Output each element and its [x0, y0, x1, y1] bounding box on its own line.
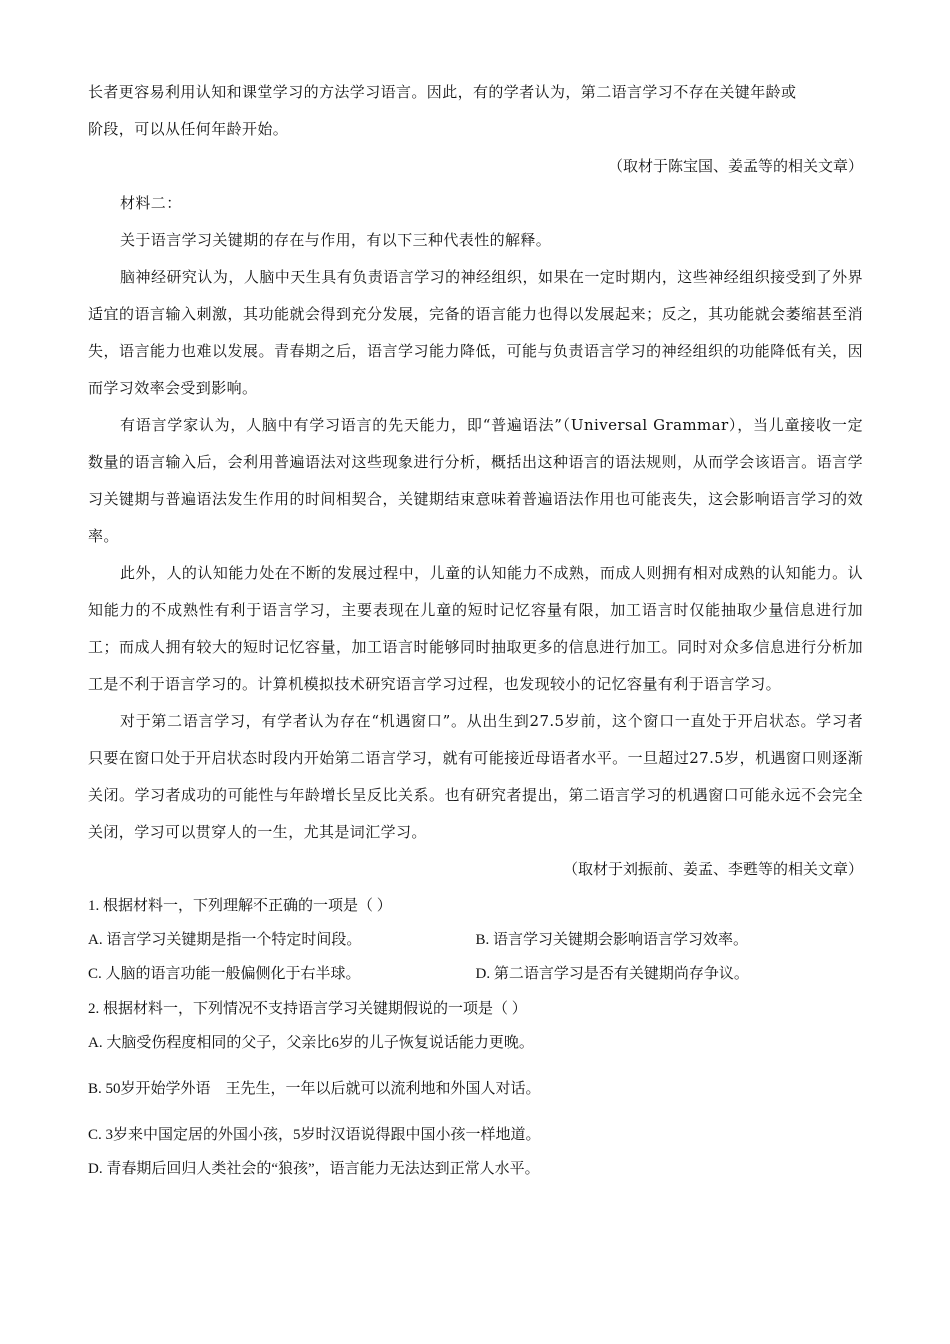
paragraph-universal-grammar: 有语言学家认为，人脑中有学习语言的先天能力，即“普遍语法”（Universal Grammar），当儿童接收一定数量的语言输入后，会利用普遍语法对这些现象进行分析，概括出这种语言的语法规则，从而学会该语言。语言学习关键期与普遍语法发生作用的时间相契合，关键期结束意味着普遍语法作用也可能丧失，这会影响语言学习的效率。 — [88, 416, 863, 545]
option-d[interactable]: D. 青春期后回归人类社会的“狼孩”，语言能力无法达到正常人水平。 — [88, 1161, 540, 1177]
option-a[interactable]: A. 语言学习关键期是指一个特定时间段。 — [88, 932, 362, 948]
question-1-suffix: 的一项是（ ） — [298, 898, 392, 914]
source-citation-1: （取材于陈宝国、姜孟等的相关文章） — [607, 157, 863, 175]
option-a[interactable]: A. 大脑受伤程度相同的父子，父亲比6岁的儿子恢复说话能力更晚。 — [88, 1035, 534, 1051]
paragraph-window: 对于第二语言学习，有学者认为存在“机遇窗口”。从出生到27.5岁前，这个窗口一直处于开启状态。学习者只要在窗口处于开启状态时段内开始第二语言学习，就有可能接近母语者水平。一旦超过27.5岁，机遇窗口则逐渐关闭。学习者成功的可能性与年龄增长呈反比关系。也有研究者提出，第二语言学习的机遇窗口可能永远不会完全关闭，学习可以贯穿人的一生，尤其是词汇学习。 — [88, 712, 863, 841]
question-1-prefix: 1. 根据材料一，下列理解 — [88, 898, 254, 914]
source-citation-2: （取材于刘振前、姜孟、李甦等的相关文章） — [562, 860, 863, 878]
question-1-options-row-1 — [88, 923, 863, 957]
question-2-prefix: 2. 根据材料一，下列情况 — [88, 1001, 254, 1017]
question-1-emphasis: · · · 不正确 — [253, 898, 298, 914]
material-2-intro: 关于语言学习关键期的存在与作用，有以下三种代表性的解释。 — [120, 231, 552, 249]
question-2-emphasis: · · · 不支持 — [253, 1001, 298, 1017]
question-2-suffix: 语言学习关键期假说的一项是（ ） — [298, 1001, 527, 1017]
passage-line: 阶段，可以从任何年龄开始。 — [88, 120, 289, 138]
option-d[interactable]: D. 第二语言学习是否有关键期尚存争议。 — [475, 966, 749, 982]
paragraph-neuro: 脑神经研究认为，人脑中天生具有负责语言学习的神经组织，如果在一定时期内，这些神经组织接受到了外界适宜的语言输入刺激，其功能就会得到充分发展，完备的语言能力也得以发展起来；反之，其功能就会萎缩甚至消失，语言能力也难以发展。青春期之后，语言学习能力降低，可能与负责语言学习的神经组织的功能降低有关，因而学习效率会受到影响。 — [88, 268, 863, 397]
question-1-options-row-2 — [88, 957, 863, 991]
option-b[interactable]: B. 50岁开始学外语 王先生，一年以后就可以流利地和外国人对话。 — [88, 1081, 541, 1097]
option-b[interactable]: B. 语言学习关键期会影响语言学习效率。 — [475, 932, 749, 948]
passage-line: 长者更容易利用认知和课堂学习的方法学习语言。因此，有的学者认为，第二语言学习不存在关键年龄或 — [88, 83, 797, 101]
question-2-stem — [88, 992, 863, 1026]
document-page — [88, 74, 863, 1186]
paragraph-cognition: 此外，人的认知能力处在不断的发展过程中，儿童的认知能力不成熟，而成人则拥有相对成熟的认知能力。认知能力的不成熟性有利于语言学习，主要表现在儿童的短时记忆容量有限，加工语言时仅能抽取少量信息进行加工；而成人拥有较大的短时记忆容量，加工语言时能够同时抽取更多的信息进行加工。同时对众多信息进行分析加工是不利于语言学习的。计算机模拟技术研究语言学习过程，也发现较小的记忆容量有利于语言学习。 — [88, 564, 863, 693]
material-2-title: 材料二： — [120, 194, 182, 212]
option-c[interactable]: C. 人脑的语言功能一般偏侧化于右半球。 — [88, 966, 361, 982]
option-c[interactable]: C. 3岁来中国定居的外国小孩，5岁时汉语说得跟中国小孩一样地道。 — [88, 1127, 541, 1143]
question-1-stem — [88, 889, 863, 923]
